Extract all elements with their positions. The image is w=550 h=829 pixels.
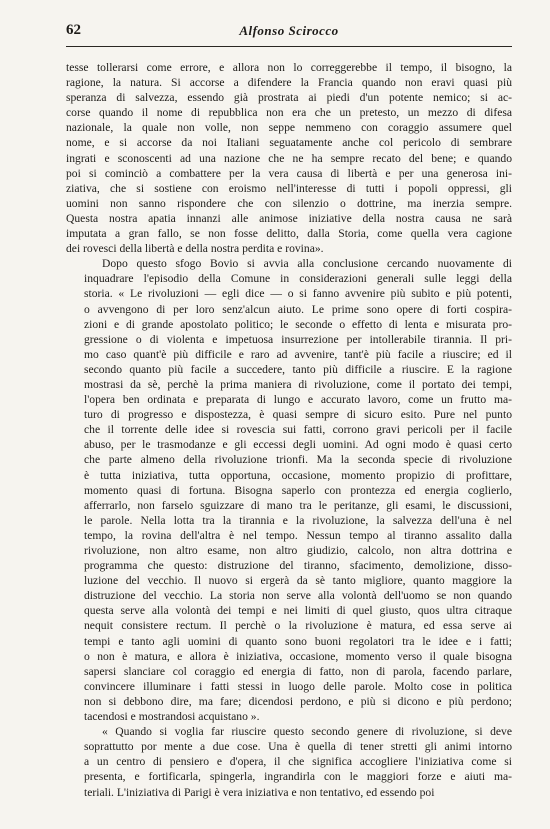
text-line: tesse tollerarsi come errore, e allora non lo correggerebbe il tempo, il bisogno, la (66, 61, 512, 74)
text-line: questa serve alla volontà dei tempi e nei limiti di quel giusto, quos ultra citraque (84, 604, 512, 618)
paragraph (66, 724, 512, 799)
text-line: « Quando si voglia far riuscire questo secondo genere di rivoluzione, si deve (102, 725, 512, 739)
running-title: Alfonso Scirocco (239, 23, 339, 38)
body-text (66, 60, 512, 800)
text-line: secondo quanto più facile a succedere, tanto più difficile a riuscire. E la ragione (84, 362, 512, 376)
text-line: speranza di salvezza, essendo già prostrata ai piedi d'un potente nemico; si ac- (66, 91, 512, 105)
text-line: soprattutto por mente a due cose. Una è quella di tener stretti gli animi intorno (84, 740, 512, 754)
text-line: Questa nostra apatia innanzi alle animose iniziative della nostra causa ne sarà (66, 211, 512, 225)
text-line: o avvengono di per loro senz'alcun aiuto. Le prime sono opere di forti cospira- (84, 302, 512, 316)
text-line: tempi e tanto agli uomini di quanto sono buoni regolatori tra le idee e i fatti; (84, 634, 512, 648)
text-line: distruzione del vecchio. La storia non serve alla volontà dell'uomo se non quando (84, 589, 512, 603)
text-line: nazionale, la quale non volle, non seppe nemmeno con coraggio assumere quel (66, 121, 512, 135)
text-line: non si debbono dire, ma fare; dicendosi perdono, e più si dicono e più perdono; (84, 694, 512, 708)
text-line: ragione, la natura. Si accorse a difendere la Francia quando non eravi quasi più (66, 76, 512, 90)
text-line: ingrati e sconoscenti ad una nazione che ne ha sempre recato del bene; e quando (66, 151, 512, 165)
text-line: dei rovesci della libertà e della nostra perdita e rovina». (66, 242, 324, 256)
text-line: rivoluzione, non altro esame, non altro giudizio, calcolo, non altra dottrina e (84, 544, 512, 557)
page-header (66, 22, 512, 42)
text-line: poi si cominciò a combattere per la vera causa di libertà e per una generosa ini- (66, 166, 512, 180)
text-line: le parole. Nella lotta tra la tirannia e la rivoluzione, la salvezza dell'una è nel (84, 513, 512, 527)
header-rule (66, 46, 512, 47)
text-line: sapersi slanciare col coraggio ed energia di fatto, non di parola, facendo parlare, (84, 664, 512, 678)
text-line: Dopo questo sfogo Bovio si avvia alla conclusione cercando nuovamente di (102, 257, 512, 271)
text-line: nequit consistere rectum. Il perchè o la rivoluzione è matura, ed essa serve ai (84, 619, 512, 633)
text-line: programma che questo: distruzione del tiranno, sfacimento, demolizione, disso- (84, 559, 512, 573)
text-line: uomini non sanno rispondere che con silenzio o dottrine, ma inerzia sempre. (66, 196, 512, 210)
text-line: luzione del vecchio. Il nuovo si ergerà da sè tanto migliore, quanto maggiore la (84, 574, 512, 588)
text-line: l'opera ben ordinata e preparata di lungo e accurato lavoro, come un frutto ma- (84, 393, 512, 407)
text-line: nome, e si accorse da noi Italiani seguatamente anche col pericolo di sembrare (66, 136, 512, 150)
text-line: turo di progresso e dispostezza, è quasi sempre di sicuro esito. Pure nel punto (84, 408, 512, 422)
text-line: abuso, per le trasmodanze e gli eccessi degli uomini. Ad ogni modo è quasi certo (84, 438, 512, 452)
text-line: o non è matura, e allora è iniziativa, occasione, momento verso il quale bisogna (84, 649, 512, 663)
text-line: afferrarlo, non farselo sguizzare di mano tra le peritanze, gli esami, le discussioni, (84, 498, 512, 512)
text-line: zioni e di grande apostolato politico; le seconde o effetto di lenta e misurata pro- (84, 317, 512, 331)
text-line: è tutta iniziativa, tutta opportuna, occasione, momento propizio di profittare, (84, 468, 512, 482)
paragraph (66, 60, 512, 256)
text-line: corse quando il nome di repubblica non era che un pretesto, un mezzo di difesa (66, 106, 512, 120)
text-line: ziativa, che si sostiene con eroismo nell'interesse di tutti i popoli oppressi, gli (66, 181, 512, 195)
text-line: mo caso quant'è più difficile e raro ad avvenire, tant'è più facile a riuscire; ed il (84, 347, 512, 361)
paragraph (66, 256, 512, 724)
text-line: presenta, e fortificarla, spingerla, ingrandirla con le maggiori forze e aiuti ma- (84, 770, 512, 784)
text-line: storia. « Le rivoluzioni — egli dice — o si fanno avvenire più subito e più potenti, (84, 287, 512, 301)
text-line: momento quasi di fortuna. Bisogna saperlo con prontezza ed energia coglierlo, (84, 483, 512, 497)
text-line: a un centro di pensiero e d'opera, il che significa accogliere l'iniziativa come si (84, 755, 512, 769)
page-number: 62 (66, 22, 81, 38)
text-line: teriali. L'iniziativa di Parigi è vera iniziativa e non tentativo, ed essendo poi (84, 785, 435, 799)
text-line: che il torrente delle idee si rovescia sui fatti, corrono gravi pericoli per il facile (84, 423, 512, 437)
text-line: inquadrare l'episodio della Comune in considerazioni generali sulle leggi della (84, 272, 512, 286)
text-line: imputata a gran fallo, se non fosse delitto, dalla Storia, come quella vera cagione (66, 227, 512, 241)
text-line: tempo, la rovina dell'altra è nel tempo. Nessun tempo al tiranno assalito dalla (84, 528, 512, 542)
text-line: gressione o di violenta e impetuosa insurrezione per intollerabile tirannia. Il pri- (84, 332, 512, 346)
text-line: che parte almeno della rivoluzione trionfi. Ma la seconda specie di rivoluzione (84, 453, 512, 467)
text-line: mostrasi da sè, perchè la prima maniera di rivoluzione, come il portato dei tempi, (84, 377, 512, 391)
text-line: tacendosi e mostrandosi acquistano ». (84, 710, 260, 724)
text-line: convincere illuminare i fatti stessi in luogo delle parole. Molto cose in politica (84, 679, 512, 693)
